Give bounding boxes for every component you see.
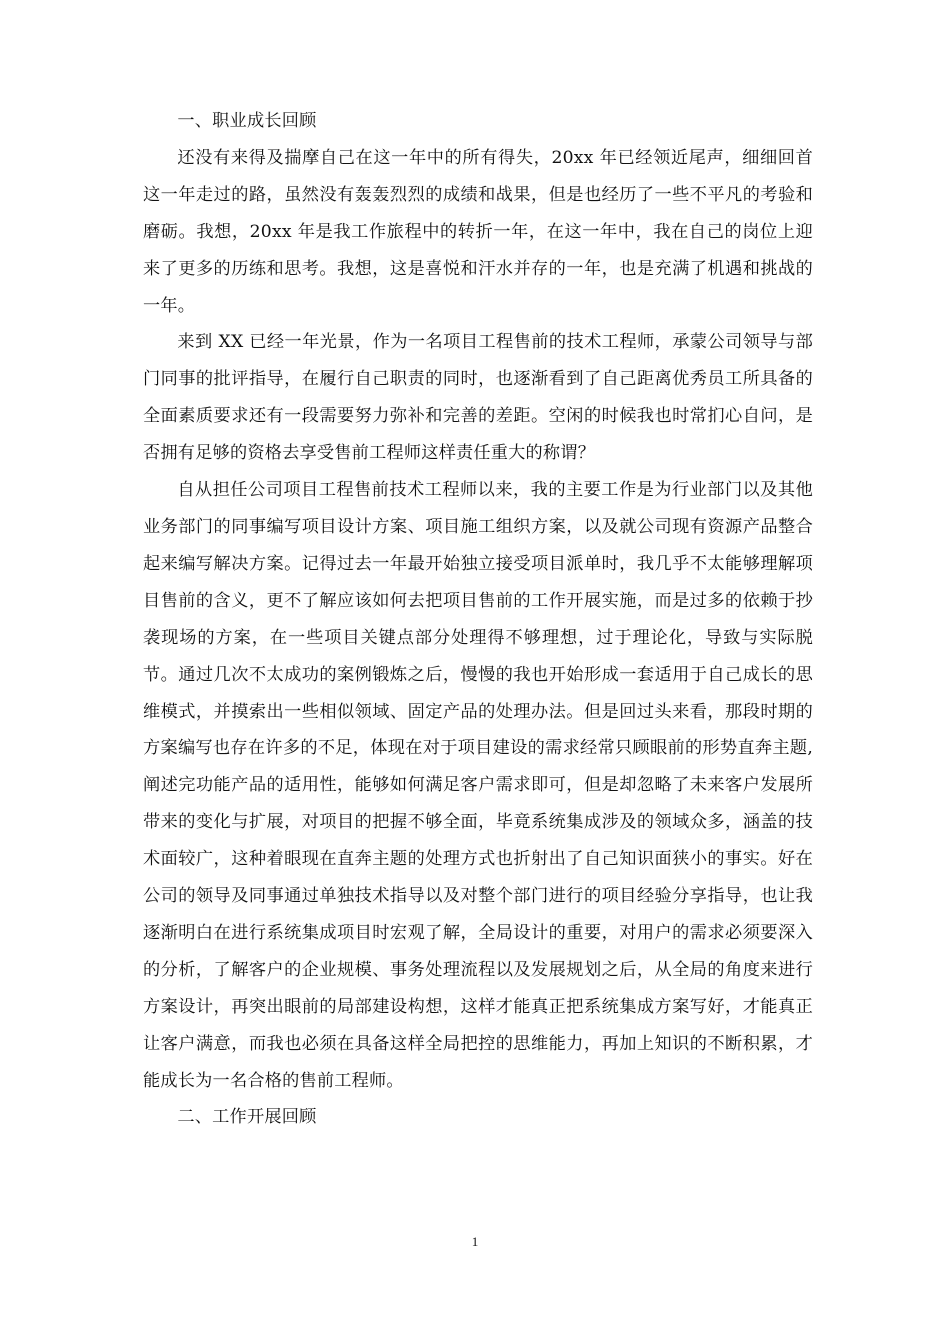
- document-body: [143, 103, 813, 1136]
- paragraph-year-reflection: 还没有来得及揣摩自己在这一年中的所有得失，20xx 年已经领近尾声，细细回首这一年走过的路，虽然没有轰轰烈烈的成绩和战果，但是也经历了一些不平凡的考验和磨砺。我想，20xx 年是我工作旅程中的转折一年，在这一年中，我在自己的岗位上迎来了更多的历练和思考。我想，这是喜悦和汗水并存的一年，也是充满了机遇和挑战的一年。: [143, 147, 813, 316]
- page-number: 1: [471, 1234, 479, 1249]
- paragraph-role-introduction: 来到 XX 已经一年光景，作为一名项目工程售前的技术工程师，承蒙公司领导与部门同事的批评指导，在履行自己职责的同时，也逐渐看到了自己距离优秀员工所具备的全面素质要求还有一段需要努力弥补和完善的差距。空闲的时候我也时常扪心自问，是否拥有足够的资格去享受售前工程师这样责任重大的称谓？: [143, 332, 813, 464]
- paragraph-work-experience: 自从担任公司项目工程售前技术工程师以来，我的主要工作是为行业部门以及其他业务部门的同事编写项目设计方案、项目施工组织方案，以及就公司现有资源产品整合起来编写解决方案。记得过去一年最开始独立接受项目派单时，我几乎不太能够理解项目售前的含义，更不了解应该如何去把项目售前的工作开展实施，而是过多的依赖于抄袭现场的方案，在一些项目关键点部分处理得不够理想，过于理论化，导致与实际脱节。通过几次不太成功的案例锻炼之后，慢慢的我也开始形成一套适用于自己成长的思维模式，并摸索出一些相似领域、固定产品的处理办法。但是回过头来看，那段时期的方案编写也存在许多的不足，体现在对于项目建设的需求经常只顾眼前的形势直奔主题,阐述完功能产品的适用性，能够如何满足客户需求即可，但是却忽略了未来客户发展所带来的变化与扩展，对项目的把握不够全面，毕竟系统集成涉及的领域众多，涵盖的技术面较广，这种着眼现在直奔主题的处理方式也折射出了自己知识面狭小的事实。好在公司的领导及同事通过单独技术指导以及对整个部门进行的项目经验分享指导，也让我逐渐明白在进行系统集成项目时宏观了解，全局设计的重要，对用户的需求必须要深入的分析，了解客户的企业规模、事务处理流程以及发展规划之后，从全局的角度来进行方案设计，再突出眼前的局部建设构想，这样才能真正把系统集成方案写好，才能真正让客户满意，而我也必须在具备这样全局把控的思维能力，再加上知识的不断积累，才能成长为一名合格的售前工程师。: [143, 480, 813, 1091]
- section-heading-career-review: 一、职业成长回顾: [177, 111, 317, 131]
- section-heading-work-review: 二、工作开展回顾: [177, 1107, 317, 1128]
